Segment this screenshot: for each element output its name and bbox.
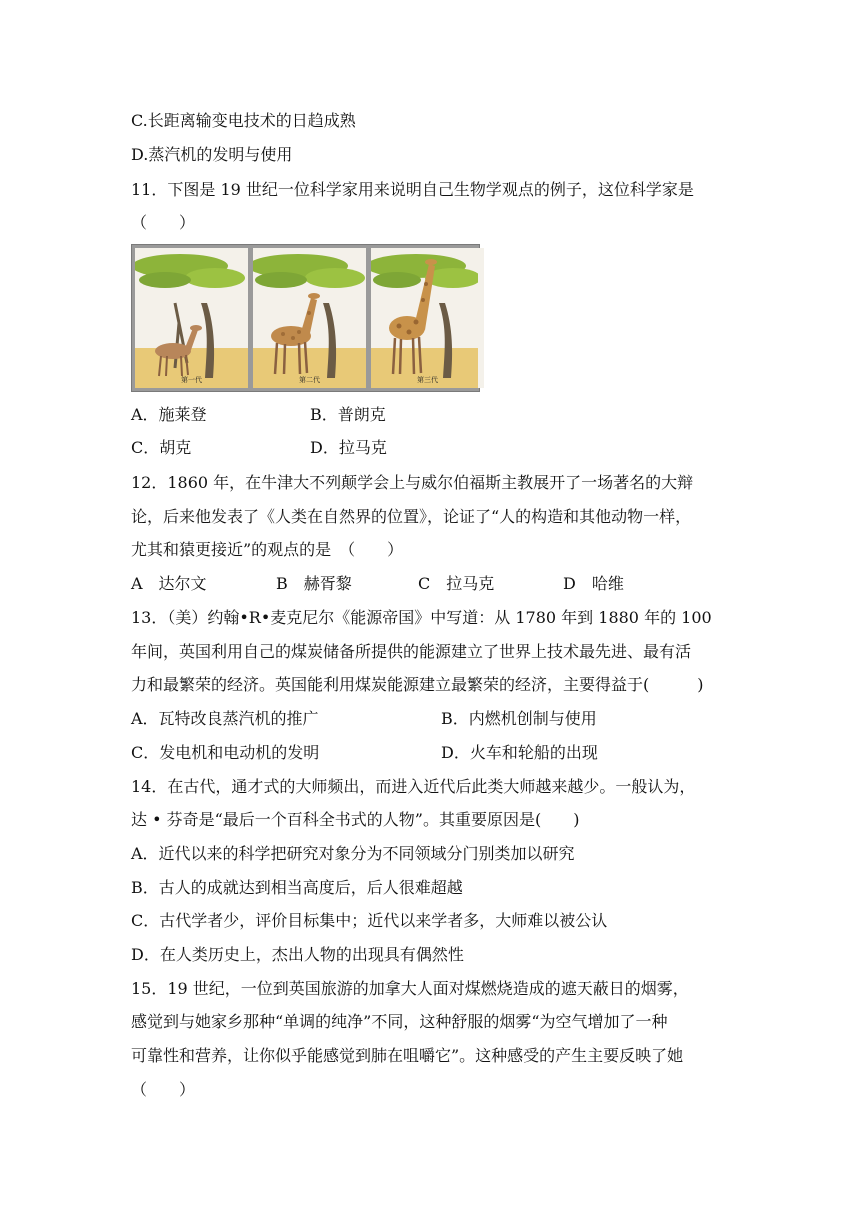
q12-option-d: D 哈维 (563, 574, 624, 593)
q12-stem-line-1: 12．1860 年，在牛津大不列颠学会上与威尔伯福斯主教展开了一场著名的大辩 (131, 473, 694, 492)
q12-option-b: B 赫胥黎 (276, 574, 352, 593)
q10-option-c: C.长距离输变电技术的日趋成熟 (131, 111, 356, 130)
q11-stem-line-2: （ ） (131, 213, 196, 232)
q11-option-d: D．拉马克 (310, 438, 387, 457)
q11-option-c: C．胡克 (131, 438, 192, 457)
q15-stem-line-4: （ ） (131, 1080, 196, 1099)
q15-stem-line-1: 15．19 世纪，一位到英国旅游的加拿大人面对煤燃烧造成的遮天蔽日的烟雾， (131, 979, 689, 998)
q15-stem-line-2: 感觉到与她家乡那种“单调的纯净”不同，这种舒服的烟雾“为空气增加了一种 (131, 1012, 668, 1031)
figure-panel-generation-3 (371, 248, 484, 388)
figure-panel-generation-1 (135, 248, 248, 388)
q12-stem-line-3: 尤其和猿更接近”的观点的是 （ ） (131, 540, 404, 559)
q13-stem-line-3: 力和最繁荣的经济。英国能利用煤炭能源建立最繁荣的经济，主要得益于( ) (131, 675, 704, 694)
q13-option-c: C．发电机和电动机的发明 (131, 743, 320, 762)
q14-stem-line-1: 14．在古代，通才式的大师频出，而进入近代后此类大师越来越少。一般认为， (131, 777, 696, 796)
q13-stem-line-1: 13．（美）约翰•R•麦克尼尔《能源帝国》中写道：从 1780 年到 1880 年的 100 (131, 608, 712, 627)
caption-generation-3: 第三代 (417, 376, 438, 384)
q14-option-c: C．古代学者少，评价目标集中；近代以来学者多，大师难以被公认 (131, 911, 608, 930)
q11-stem-line-1: 11．下图是 19 世纪一位科学家用来说明自己生物学观点的例子，这位科学家是 (131, 180, 694, 199)
q15-stem-line-3: 可靠性和营养，让你似乎能感觉到肺在咀嚼它”。这种感受的产生主要反映了她 (131, 1046, 684, 1065)
q11-option-b: B．普朗克 (310, 405, 386, 424)
giraffe-evolution-figure (131, 244, 480, 392)
caption-generation-1: 第一代 (181, 376, 202, 384)
caption-generation-2: 第二代 (299, 376, 320, 384)
q14-option-a: A．近代以来的科学把研究对象分为不同领域分门别类加以研究 (131, 844, 575, 863)
q10-option-d: D.蒸汽机的发明与使用 (131, 145, 293, 164)
q12-option-c: C 拉马克 (418, 574, 495, 593)
q13-option-d: D．火车和轮船的出现 (441, 743, 598, 762)
figure-panel-generation-2 (253, 248, 366, 388)
q13-option-a: A．瓦特改良蒸汽机的推广 (131, 709, 319, 728)
q13-stem-line-2: 年间，英国利用自己的煤炭储备所提供的能源建立了世界上技术最先进、最有活 (131, 642, 692, 661)
q12-option-a: A 达尔文 (131, 574, 207, 593)
q14-option-d: D．在人类历史上，杰出人物的出现具有偶然性 (131, 945, 464, 964)
q13-option-b: B．内燃机创制与使用 (441, 709, 597, 728)
q12-stem-line-2: 论，后来他发表了《人类在自然界的位置》，论证了“人的构造和其他动物一样， (131, 507, 692, 526)
q14-option-b: B．古人的成就达到相当高度后，后人很难超越 (131, 878, 463, 897)
q14-stem-line-2: 达 • 芬奇是“最后一个百科全书式的人物”。其重要原因是( ) (131, 810, 580, 829)
q11-option-a: A．施莱登 (131, 405, 207, 424)
